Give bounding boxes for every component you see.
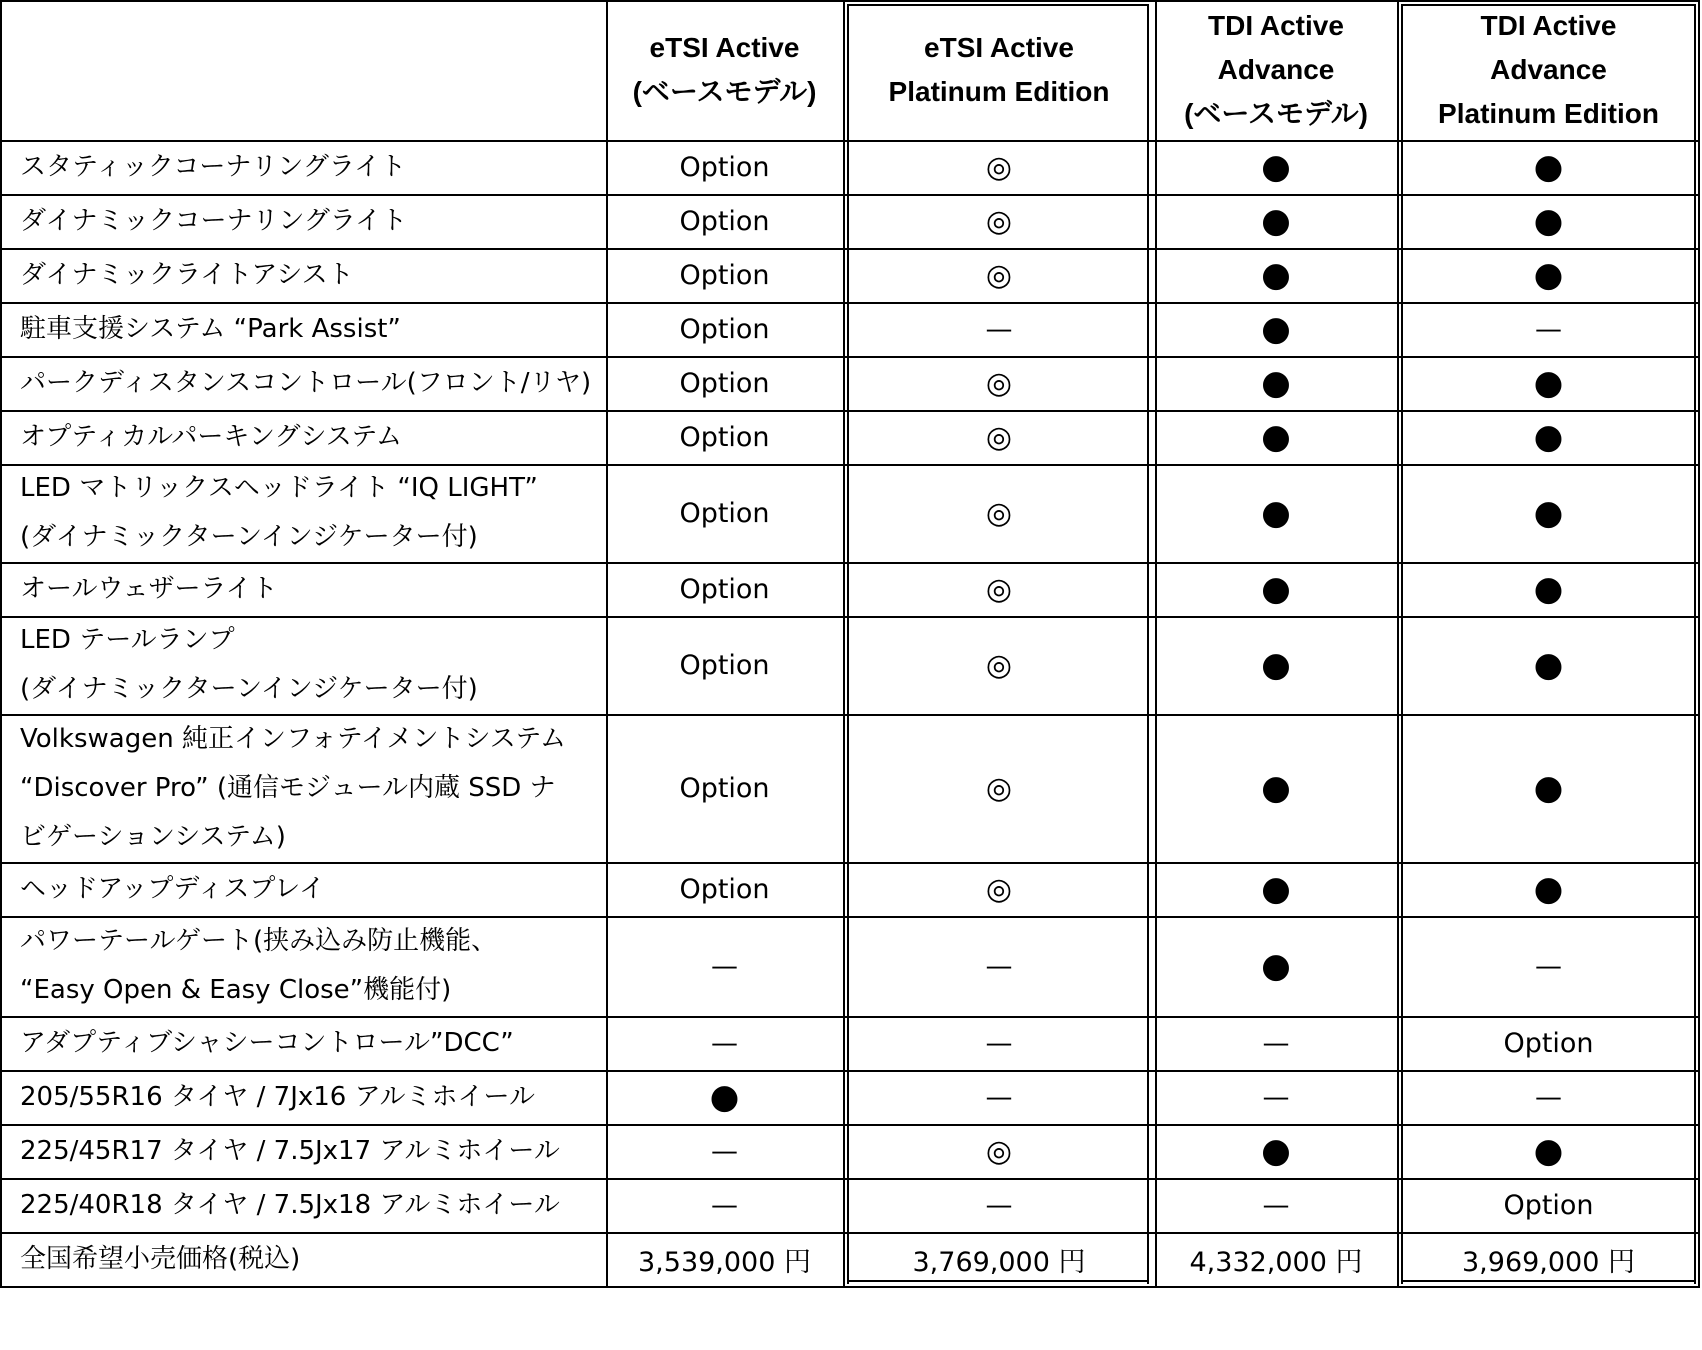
filled-circle-mark: ● bbox=[1533, 1131, 1564, 1171]
double-circle-mark: ◎ bbox=[985, 419, 1013, 455]
filled-circle-mark: ● bbox=[1533, 417, 1564, 457]
dash-mark: — bbox=[1262, 1081, 1290, 1113]
dash-mark: — bbox=[1262, 1189, 1290, 1221]
double-border-line bbox=[847, 4, 1149, 6]
value-cell: 4,332,000 円 bbox=[1189, 1246, 1363, 1278]
value-cell: Option bbox=[679, 259, 770, 291]
column-divider bbox=[1397, 0, 1399, 1288]
double-border-line bbox=[847, 1280, 1149, 1282]
column-header-2: eTSI Active Platinum Edition bbox=[888, 32, 1110, 107]
feature-label: ヘッドアップディスプレイ bbox=[20, 873, 325, 904]
filled-circle-mark: ● bbox=[1533, 255, 1564, 295]
dash-mark: — bbox=[711, 1135, 738, 1167]
filled-circle-mark: ● bbox=[1261, 417, 1291, 457]
filled-circle-mark: ● bbox=[1261, 255, 1291, 295]
filled-circle-mark: ● bbox=[1261, 147, 1291, 187]
value-cell: 3,969,000 円 bbox=[1462, 1246, 1635, 1278]
value-cell: Option bbox=[679, 421, 770, 453]
value-cell: Option bbox=[679, 573, 770, 605]
value-cell: Option bbox=[679, 497, 770, 529]
double-border-line bbox=[1401, 1280, 1696, 1282]
value-cell: Option bbox=[1503, 1189, 1594, 1221]
feature-label: アダプティブシャシーコントロール”DCC” bbox=[20, 1027, 514, 1058]
column-divider bbox=[843, 0, 845, 1288]
row-divider bbox=[0, 1232, 1700, 1234]
filled-circle-mark: ● bbox=[709, 1077, 740, 1117]
row-divider bbox=[0, 562, 1700, 564]
column-header-4: TDI Active Advance Platinum Edition bbox=[1438, 10, 1659, 129]
dash-mark: — bbox=[711, 1027, 738, 1059]
dash-mark: — bbox=[711, 950, 738, 982]
double-border-line bbox=[847, 4, 849, 1284]
value-cell: 3,539,000 円 bbox=[638, 1246, 811, 1278]
filled-circle-mark: ● bbox=[1261, 768, 1291, 808]
row-divider bbox=[0, 714, 1700, 716]
double-border-line bbox=[1694, 4, 1696, 1284]
double-circle-mark: ◎ bbox=[985, 203, 1013, 239]
row-divider bbox=[0, 862, 1700, 864]
value-cell: Option bbox=[679, 873, 770, 905]
dash-mark: — bbox=[1535, 313, 1562, 345]
feature-label: 225/45R17 タイヤ / 7.5Jx17 アルミホイール bbox=[20, 1135, 560, 1166]
row-divider bbox=[0, 1286, 1700, 1288]
filled-circle-mark: ● bbox=[1533, 569, 1564, 609]
feature-label: オールウェザーライト bbox=[20, 573, 278, 604]
dash-mark: — bbox=[1535, 1081, 1562, 1113]
row-divider bbox=[0, 1016, 1700, 1018]
value-cell: Option bbox=[679, 772, 770, 804]
value-cell: Option bbox=[679, 649, 770, 681]
row-divider bbox=[0, 916, 1700, 918]
double-circle-mark: ◎ bbox=[985, 871, 1013, 907]
row-divider bbox=[0, 248, 1700, 250]
filled-circle-mark: ● bbox=[1533, 768, 1564, 808]
filled-circle-mark: ● bbox=[1533, 363, 1564, 403]
feature-label: 205/55R16 タイヤ / 7Jx16 アルミホイール bbox=[20, 1081, 536, 1112]
value-cell: Option bbox=[1503, 1027, 1594, 1059]
row-divider bbox=[0, 1070, 1700, 1072]
column-header-3: TDI Active Advance (ベースモデル) bbox=[1184, 10, 1368, 129]
feature-label: ダイナミックコーナリングライト bbox=[20, 205, 408, 236]
feature-label: オプティカルパーキングシステム bbox=[20, 421, 402, 452]
dash-mark: — bbox=[985, 1189, 1013, 1221]
double-circle-mark: ◎ bbox=[985, 257, 1013, 293]
filled-circle-mark: ● bbox=[1533, 645, 1564, 685]
feature-label: LED マトリックスヘッドライト “IQ LIGHT” (ダイナミックターンインジケーター付) bbox=[20, 473, 538, 552]
double-border-line bbox=[1401, 4, 1696, 6]
column-divider bbox=[0, 0, 2, 1288]
feature-label: LED テールランプ (ダイナミックターンインジケーター付) bbox=[20, 625, 478, 704]
value-cell: Option bbox=[679, 367, 770, 399]
filled-circle-mark: ● bbox=[1261, 1131, 1291, 1171]
double-circle-mark: ◎ bbox=[985, 365, 1013, 401]
feature-label: パークディスタンスコントロール(フロント/リヤ) bbox=[20, 367, 592, 398]
filled-circle-mark: ● bbox=[1533, 493, 1564, 533]
row-divider bbox=[0, 356, 1700, 358]
filled-circle-mark: ● bbox=[1261, 201, 1291, 241]
feature-label: パワーテールゲート(挟み込み防止機能、 “Easy Open & Easy Close”機能付) bbox=[20, 926, 498, 1005]
column-divider bbox=[606, 0, 608, 1288]
row-divider bbox=[0, 302, 1700, 304]
row-divider bbox=[0, 1124, 1700, 1126]
feature-label: スタティックコーナリングライト bbox=[20, 151, 407, 182]
feature-label: Volkswagen 純正インフォテイメントシステム “Discover Pro” (通信モジュール内蔵 SSD ナ ビゲーションシステム) bbox=[20, 723, 566, 852]
row-divider bbox=[0, 0, 1700, 2]
filled-circle-mark: ● bbox=[1261, 309, 1291, 349]
double-circle-mark: ◎ bbox=[985, 495, 1013, 531]
row-divider bbox=[0, 464, 1700, 466]
row-divider bbox=[0, 1178, 1700, 1180]
filled-circle-mark: ● bbox=[1261, 363, 1291, 403]
double-border-line bbox=[1401, 4, 1403, 1284]
value-cell: Option bbox=[679, 205, 770, 237]
filled-circle-mark: ● bbox=[1533, 147, 1564, 187]
dash-mark: — bbox=[1262, 1027, 1290, 1059]
value-cell: Option bbox=[679, 151, 770, 183]
dash-mark: — bbox=[985, 950, 1013, 982]
double-circle-mark: ◎ bbox=[985, 647, 1013, 683]
filled-circle-mark: ● bbox=[1261, 869, 1291, 909]
feature-label: 225/40R18 タイヤ / 7.5Jx18 アルミホイール bbox=[20, 1189, 560, 1220]
filled-circle-mark: ● bbox=[1261, 569, 1291, 609]
dash-mark: — bbox=[985, 1027, 1013, 1059]
column-divider bbox=[1155, 0, 1157, 1288]
value-cell: Option bbox=[679, 313, 770, 345]
double-circle-mark: ◎ bbox=[985, 1133, 1013, 1169]
feature-label: ダイナミックライトアシスト bbox=[20, 259, 354, 290]
row-divider bbox=[0, 616, 1700, 618]
column-header-1: eTSI Active (ベースモデル) bbox=[632, 32, 817, 107]
double-circle-mark: ◎ bbox=[985, 571, 1013, 607]
dash-mark: — bbox=[985, 313, 1013, 345]
filled-circle-mark: ● bbox=[1261, 946, 1291, 986]
row-divider bbox=[0, 140, 1700, 142]
value-cell: 3,769,000 円 bbox=[912, 1246, 1086, 1278]
feature-label: 全国希望小売価格(税込) bbox=[20, 1243, 301, 1274]
filled-circle-mark: ● bbox=[1533, 201, 1564, 241]
feature-label: 駐車支援システム “Park Assist” bbox=[20, 313, 401, 344]
column-divider bbox=[1698, 0, 1700, 1288]
dash-mark: — bbox=[985, 1081, 1013, 1113]
double-circle-mark: ◎ bbox=[985, 149, 1013, 185]
filled-circle-mark: ● bbox=[1261, 645, 1291, 685]
row-divider bbox=[0, 194, 1700, 196]
double-circle-mark: ◎ bbox=[985, 770, 1013, 806]
double-border-line bbox=[1147, 4, 1149, 1284]
row-divider bbox=[0, 410, 1700, 412]
dash-mark: — bbox=[711, 1189, 738, 1221]
filled-circle-mark: ● bbox=[1533, 869, 1564, 909]
dash-mark: — bbox=[1535, 950, 1562, 982]
filled-circle-mark: ● bbox=[1261, 493, 1291, 533]
